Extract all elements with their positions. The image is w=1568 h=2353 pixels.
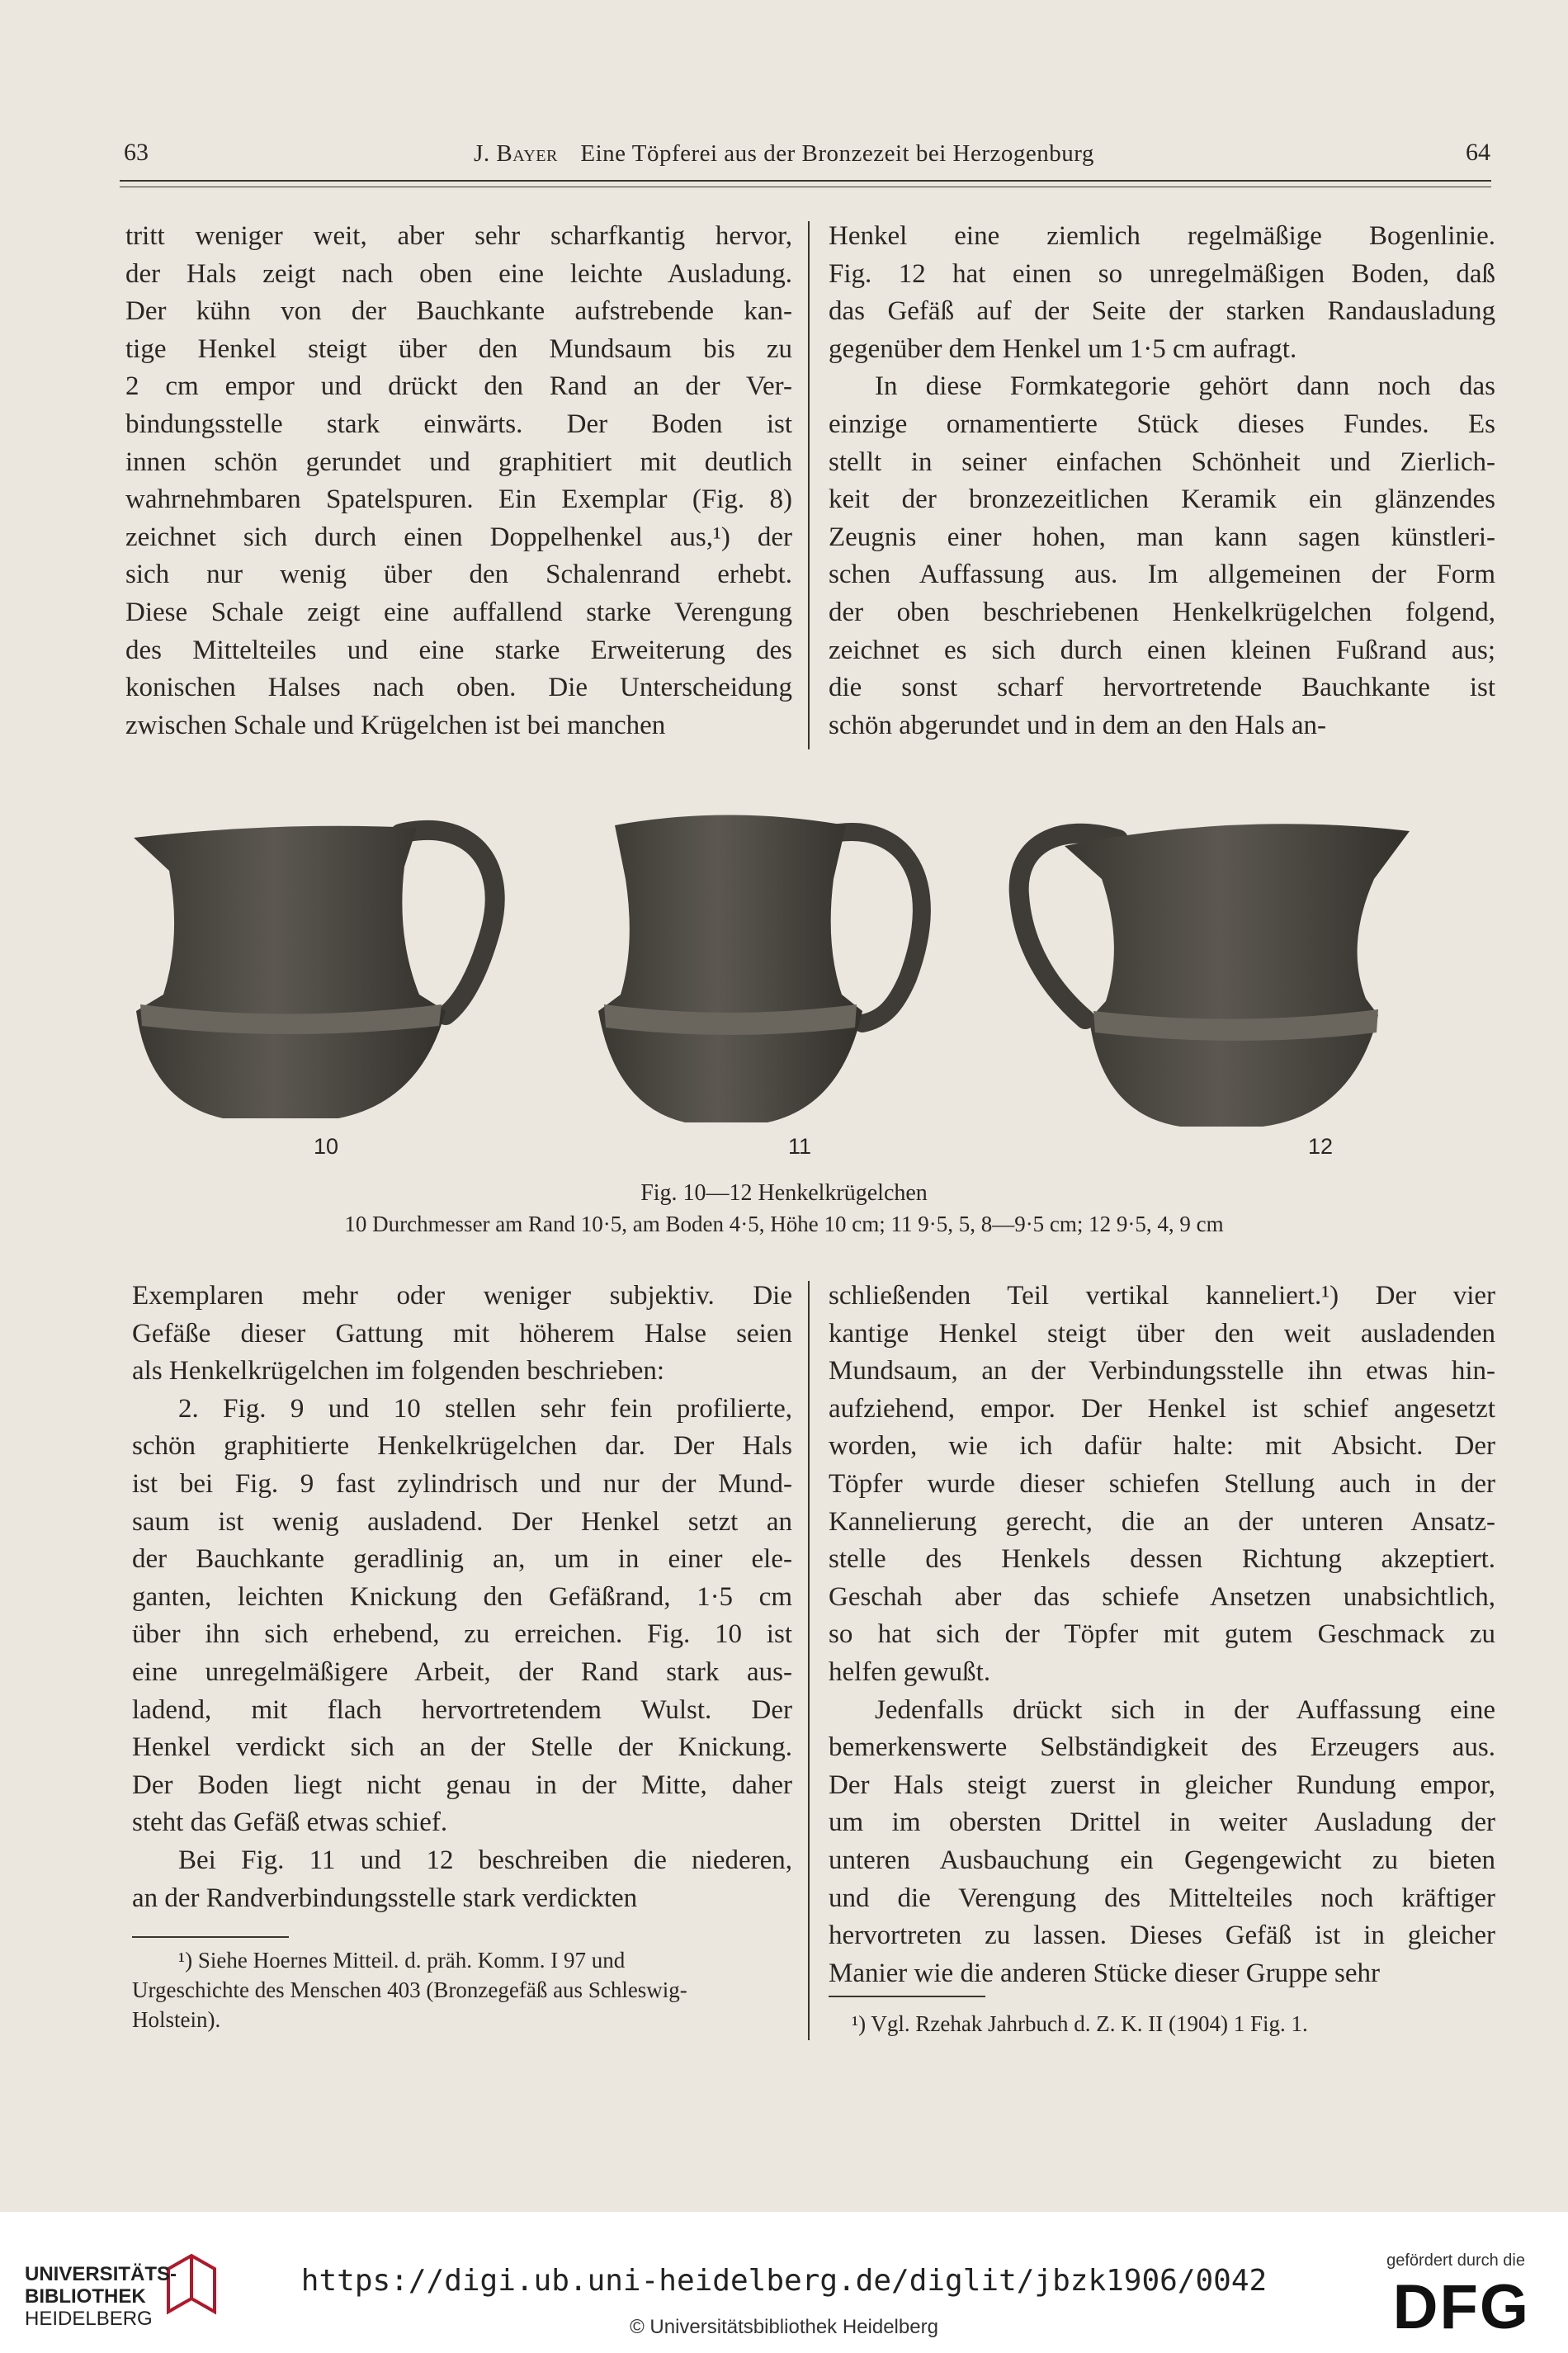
footnote-line: Urgeschichte des Menschen 403 (Bronzegefäß aus Schleswig- (132, 1977, 687, 2002)
text-line: aufziehend, empor. Der Henkel ist schief angesetzt (829, 1393, 1495, 1424)
text-line: keit der bronzezeitlichen Keramik ein glänzendes (829, 484, 1495, 515)
text-line: Zeugnis einer hohen, man kann sagen künstleri- (829, 522, 1495, 552)
text-line: ist bei Fig. 9 fast zylindrisch und nur der Mund- (132, 1468, 792, 1499)
text-line: des Mittelteiles und eine starke Erweiterung des (125, 635, 792, 665)
text-line: 2 cm empor und drückt den Rand an der Ver- (125, 371, 792, 402)
text-line: kantige Henkel steigt über den weit ausladenden (829, 1318, 1495, 1349)
text-line: eine unregelmäßigere Arbeit, der Rand stark aus- (132, 1656, 792, 1687)
text-line: einzige ornamentierte Stück dieses Fundes. Es (829, 409, 1495, 439)
copyright-notice: © Universitätsbibliothek Heidelberg (630, 2316, 938, 2338)
text-line: bemerkenswerte Selbständigkeit des Erzeugers aus. (829, 1732, 1495, 1763)
funding-note: gefördert durch die (1386, 2251, 1525, 2270)
text-line: ganten, leichten Knickung den Gefäßrand, 1·5 cm (132, 1581, 792, 1612)
figure-label-10: 10 (314, 1134, 339, 1159)
text-line: die sonst scharf hervortretende Bauchkante ist (829, 673, 1495, 703)
text-line: an der Randverbindungsstelle stark verdickten (132, 1883, 638, 1913)
text-line: unteren Ausbauchung ein Gegengewicht zu bieten (829, 1845, 1495, 1875)
text-line: innen schön gerundet und graphitiert mit deutlich (125, 447, 792, 477)
text-line: tritt weniger weit, aber sehr scharfkantig hervor, (125, 221, 792, 251)
text-line: der oben beschriebenen Henkelkrügelchen folgend, (829, 597, 1495, 627)
text-line: konischen Halses nach oben. Die Unterscheidung (125, 673, 792, 703)
text-line: sich nur wenig über den Schalenrand erhebt. (125, 560, 792, 590)
text-line: Mundsaum, an der Verbindungsstelle ihn etwas hin- (829, 1356, 1495, 1387)
text-line: Henkel verdickt sich an der Stelle der Knickung. (132, 1732, 792, 1763)
text-line: Exemplaren mehr oder weniger subjektiv. Die (132, 1281, 792, 1311)
text-line: Fig. 12 hat einen so unregelmäßigen Boden, daß (829, 258, 1495, 289)
text-line: ladend, mit flach hervortretendem Wulst. Der (132, 1694, 792, 1725)
text-line: Manier wie die anderen Stücke dieser Gruppe sehr (829, 1958, 1380, 1988)
text-line: bindungsstelle stark einwärts. Der Boden ist (125, 409, 792, 439)
text-line: schließenden Teil vertikal kanneliert.¹) Der vier (829, 1281, 1495, 1311)
vessel-11-image (598, 815, 922, 1123)
column-divider-top (808, 221, 810, 749)
figure-caption: Fig. 10—12 Henkelkrügelchen (640, 1180, 928, 1206)
text-line: Kannelierung gerecht, die an der unteren Ansatz- (829, 1506, 1495, 1537)
text-line: das Gefäß auf der Seite der starken Randausladung (829, 296, 1495, 327)
text-line: hervortreten zu lassen. Dieses Gefäß ist in gleicher (829, 1921, 1495, 1951)
column-right-top (829, 218, 1495, 744)
text-line: um im obersten Drittel in weiter Ausladung der (829, 1807, 1495, 1838)
library-name-line2: BIBLIOTHEK (25, 2285, 146, 2308)
footnote-rule-left (132, 1936, 289, 1938)
text-line: zwischen Schale und Krügelchen ist bei manchen (125, 710, 666, 740)
footnote-right: ¹) Vgl. Rzehak Jahrbuch d. Z. K. II (1904) 1 Fig. 1. (852, 2011, 1308, 2036)
figure-label-11: 11 (788, 1134, 812, 1159)
text-line: Jedenfalls drückt sich in der Auffassung eine (875, 1694, 1495, 1725)
column-left-top (125, 218, 792, 744)
text-line: helfen gewußt. (829, 1656, 991, 1687)
footnote-line: Holstein). (132, 2007, 221, 2032)
figure-subcaption: 10 Durchmesser am Rand 10·5, am Boden 4·5, Höhe 10 cm; 11 9·5, 5, 8—9·5 cm; 12 9·5, 4, 9 cm (344, 1212, 1224, 1236)
footnote-line: ¹) Siehe Hoernes Mitteil. d. präh. Komm. I 97 und (178, 1948, 626, 1973)
dfg-logo: DFG (1392, 2272, 1530, 2342)
page-number-left: 63 (124, 139, 149, 166)
footnote-left (132, 1945, 792, 2034)
permalink-url[interactable]: https://digi.ub.uni-heidelberg.de/diglit/jbzk1906/0042 (300, 2264, 1268, 2298)
text-line: Gefäße dieser Gattung mit höherem Halse seien (132, 1318, 792, 1349)
column-divider-bottom (808, 1281, 810, 2040)
text-line: über ihn sich erhebend, zu erreichen. Fig. 10 ist (132, 1619, 792, 1650)
text-line: In diese Formkategorie gehört dann noch das (875, 371, 1495, 402)
text-line: steht das Gefäß etwas schief. (132, 1807, 448, 1838)
text-line: Töpfer wurde dieser schiefen Stellung auch in der (829, 1468, 1495, 1499)
text-line: Diese Schale zeigt eine auffallend starke Verengung (125, 597, 792, 627)
text-line: wahrnehmbaren Spatelspuren. Ein Exemplar (Fig. 8) (125, 484, 792, 515)
text-line: zeichnet es sich durch einen kleinen Fußrand aus; (829, 635, 1495, 665)
text-line: Der kühn von der Bauchkante aufstrebende kan- (125, 296, 792, 327)
text-line: stellt in seiner einfachen Schönheit und Zierlich- (829, 447, 1495, 477)
text-line: worden, wie ich dafür halte: mit Absicht. Der (829, 1431, 1495, 1462)
text-line: stelle des Henkels dessen Richtung akzeptiert. (829, 1544, 1495, 1575)
footnote-rule-right (829, 1996, 985, 1997)
text-line: Der Boden liegt nicht genau in der Mitte, daher (132, 1769, 792, 1800)
column-right-bottom (829, 1278, 1495, 1992)
page-number-right: 64 (1466, 139, 1490, 166)
text-line: Geschah aber das schiefe Ansetzen unabsichtlich, (829, 1581, 1495, 1612)
text-line: schön abgerundet und in dem an den Hals an- (829, 710, 1326, 740)
library-name-line1: UNIVERSITÄTS- (25, 2263, 177, 2285)
text-line: schen Auffassung aus. Im allgemeinen der Form (829, 560, 1495, 590)
text-line: als Henkelkrügelchen im folgenden beschrieben: (132, 1356, 665, 1387)
running-title-text: Eine Töpferei aus der Bronzezeit bei Herzogenburg (580, 140, 1094, 167)
figure-vessels (116, 788, 1502, 1135)
running-author: J. Bayer (474, 140, 558, 167)
column-left-bottom (132, 1278, 792, 1917)
library-name-line3: HEIDELBERG (25, 2308, 153, 2330)
text-line: schön graphitierte Henkelkrügelchen dar. Der Hals (132, 1431, 792, 1462)
text-line: so hat sich der Töpfer mit gutem Geschmack zu (829, 1619, 1495, 1650)
text-line: und die Verengung des Mittelteiles noch kräftiger (829, 1883, 1495, 1913)
text-line: gegenüber dem Henkel um 1·5 cm aufragt. (829, 333, 1297, 364)
text-line: zeichnet sich durch einen Doppelhenkel aus,¹) der (125, 522, 792, 552)
header-rule (120, 180, 1491, 182)
running-title (0, 140, 1568, 168)
vessel-10-image (134, 826, 495, 1118)
text-line: Bei Fig. 11 und 12 beschreiben die niederen, (178, 1845, 792, 1875)
text-line: saum ist wenig ausladend. Der Henkel setzt an (132, 1506, 792, 1537)
text-line: 2. Fig. 9 und 10 stellen sehr fein profilierte, (178, 1393, 792, 1424)
text-line: tige Henkel steigt über den Mundsaum bis zu (125, 333, 792, 364)
vessel-12-image (1019, 824, 1410, 1127)
text-line: Henkel eine ziemlich regelmäßige Bogenlinie. (829, 221, 1495, 251)
figure-label-12: 12 (1308, 1134, 1334, 1159)
text-line: Der Hals steigt zuerst in gleicher Rundung empor, (829, 1769, 1495, 1800)
text-line: der Hals zeigt nach oben eine leichte Ausladung. (125, 258, 792, 289)
text-line: der Bauchkante geradlinig an, um in einer ele- (132, 1544, 792, 1575)
